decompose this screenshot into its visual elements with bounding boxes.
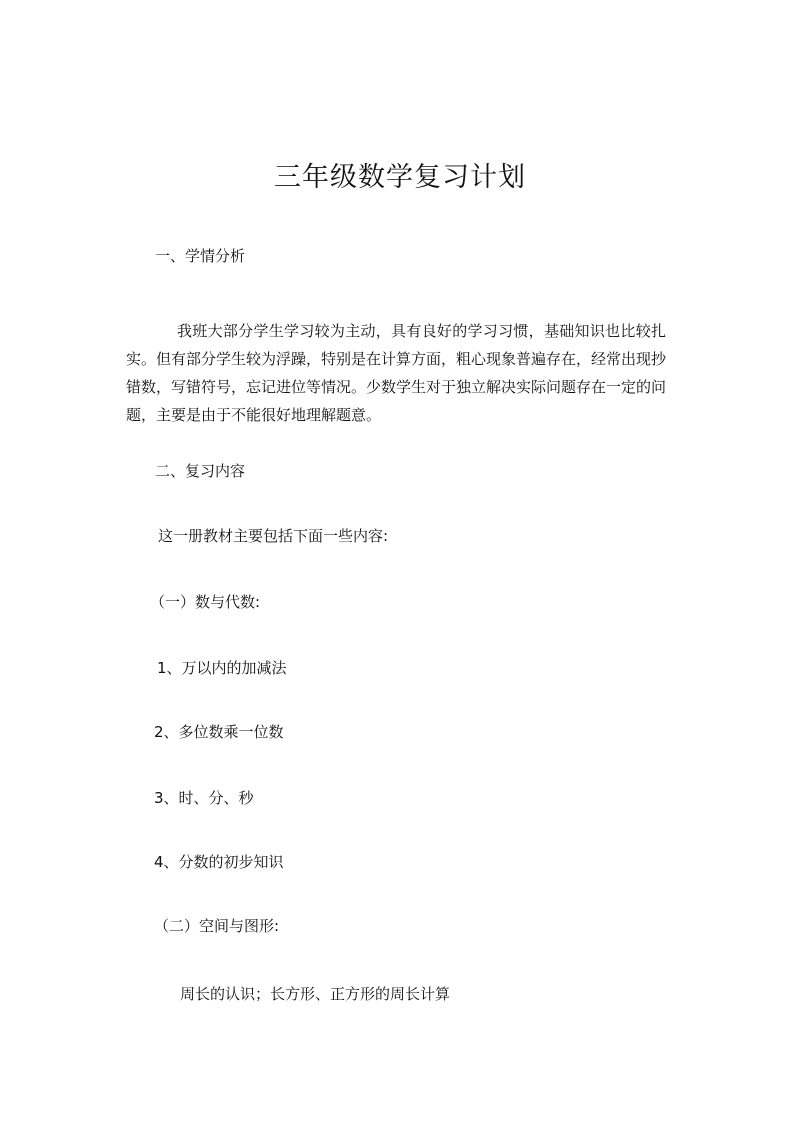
list-item: 1、万以内的加减法 (157, 659, 287, 677)
list-item: 2、多位数乘一位数 (154, 723, 284, 741)
section-heading-analysis: 一、学情分析 (155, 247, 246, 265)
section-heading-review-content: 二、复习内容 (155, 462, 246, 480)
list-item: 4、分数的初步知识 (154, 853, 284, 871)
review-intro: 这一册教材主要包括下面一些内容: (158, 527, 389, 545)
document-title: 三年级数学复习计划 (274, 162, 526, 193)
subsection-heading-numbers-algebra: （一）数与代数: (150, 593, 261, 611)
analysis-paragraph: 我班大部分学生学习较为主动，具有良好的学习习惯，基础知识也比较扎实。但有部分学生较为浮躁，特别是在计算方面，粗心现象普遍存在，经常出现抄错数，写错符号，忘记进位等情况。少数学生对于独立解决实际问题存在一定的问题，主要是由于不能很好地理解题意。 (126, 322, 667, 424)
list-item: 周长的认识；长方形、正方形的周长计算 (180, 985, 451, 1003)
list-item: 3、时、分、秒 (154, 789, 254, 807)
subsection-heading-space-shapes: （二）空间与图形: (154, 917, 280, 935)
